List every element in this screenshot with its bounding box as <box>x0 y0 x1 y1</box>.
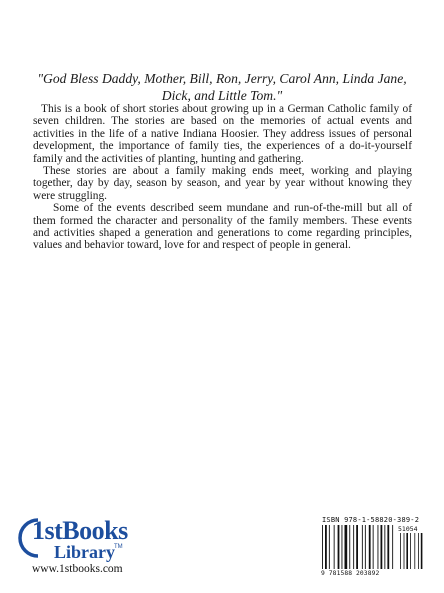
barcode-ean-digits: 9 781588 203892 <box>321 570 380 577</box>
publisher-website[interactable]: www.1stbooks.com <box>32 563 123 575</box>
logo-wordmark-bottom: Library <box>54 542 115 562</box>
cover-description <box>33 103 412 252</box>
description-paragraph-2: These stories are about a family making ends meet, working and playing together, day by day, season by season, and year by year without knowing they were struggling. <box>33 165 412 202</box>
barcode-addon-digits: 51054 <box>398 525 418 533</box>
description-paragraph-1: This is a book of short stories about growing up in a German Catholic family of seven children. The stories are based on the memories of actual events and activities in the life of a native Indiana Hoosier. They address issues of personal development, the importance of family ties, the experiences of a do-it-yourself family and the activities of planting, hunting and gathering. <box>33 103 412 165</box>
description-paragraph-3: Some of the events described seem mundane and run-of-the-mill but all of them formed the character and personality of the family members. These events and activities shaped a generation and generations to come regarding principles, values and behavior toward, love for and respect of people in general. <box>33 202 412 252</box>
dedication-quote: "God Bless Daddy, Mother, Bill, Ron, Jerry, Carol Ann, Linda Jane, Dick, and Little Tom." <box>37 71 407 103</box>
isbn-label: ISBN 978-1-58820-389-2 <box>322 516 420 524</box>
logo-trademark: TM <box>114 544 123 550</box>
logo-wordmark-top: 1stBooks <box>32 516 128 545</box>
